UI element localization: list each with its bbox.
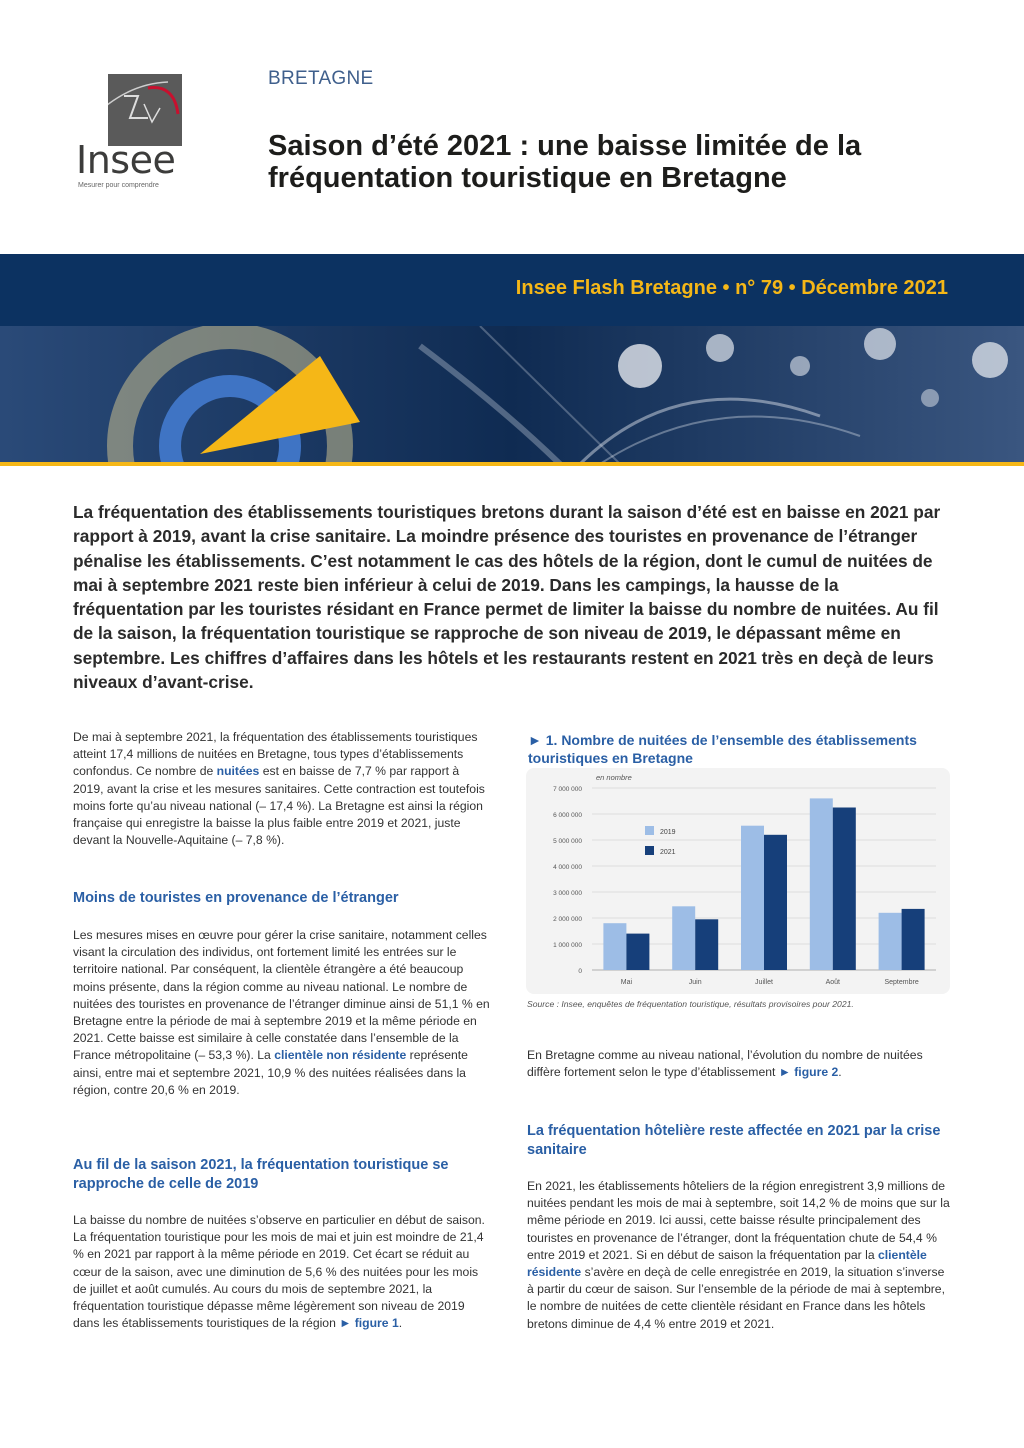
right-paragraph-2	[527, 1178, 951, 1333]
insee-logo-text: Insee	[76, 138, 176, 182]
figure-1-source: Source : Insee, enquêtes de fréquentation touristique, résultats provisoires pour 2021.	[527, 999, 854, 1009]
left-column	[73, 729, 493, 849]
x-tick-label: Mai	[620, 979, 633, 986]
left-paragraph-3	[73, 1212, 493, 1332]
figure-1-link[interactable]: ► figure 1	[339, 1316, 399, 1331]
text-span: De mai à septembre 2021, la fréquentation des établissements touristiques atteint 17,4 millions de nuitées en Bretagne, tous types d’établissements confondus. Ce nombre de	[73, 730, 478, 779]
y-tick-label: 5 000 000	[553, 838, 582, 845]
legend-swatch-2019	[645, 826, 654, 835]
y-tick-label: 3 000 000	[553, 890, 582, 897]
bar-2019-juin	[672, 906, 695, 970]
bar-chart	[526, 768, 950, 994]
nuitees-link[interactable]: nuitées	[216, 764, 260, 779]
clientele-residente-link[interactable]: clientèle résidente	[527, 1247, 927, 1280]
page-title: Saison d’été 2021 : une baisse limitée de la fréquentation touristique en Bretagne	[268, 130, 862, 194]
x-tick-label: Août	[825, 979, 841, 986]
legend-swatch-2021	[645, 846, 654, 855]
text-span: .	[398, 1316, 403, 1331]
insee-logo-mark	[108, 74, 182, 146]
x-tick-label: Juin	[688, 979, 702, 986]
y-tick-label: 4 000 000	[553, 864, 582, 871]
bar-2021-juin	[695, 919, 718, 970]
bar-2019-août	[810, 798, 833, 970]
text-span: est en baisse de 7,7 % par rapport à 2019, avant la crise et les mesures sanitaires. Cette contraction est toutefois moins forte qu’au niveau national (– 17,4 %). La Bretagne est ainsi la région française qui enregistre la baisse la plus faible entre 2019 et 2021, juste devant la Nouvelle-Aquitaine (– 7,8 %).	[73, 764, 485, 848]
text-span: .	[838, 1065, 842, 1080]
text-span: La baisse du nombre de nuitées s’observe en particulier en début de saison. La fréquentation touristique pour les mois de mai et juin est moindre de 21,4 % en 2021 par rapport à la même période en 2019. Cet écart se réduit au cœur de la saison, avec une diminution de 5,6 % des nuitées pour les mois de juillet et août cumulés. Au cours du mois de septembre 2021, la fréquentation touristique dépasse même légèrement son niveau de 2019 dans les établissements touristiques de la région	[73, 1213, 485, 1331]
text-span: s’avère en deçà de celle enregistrée en 2019, la situation s’inverse à partir du cœur de saison. Sur l’ensemble de la période de mai à septembre, le nombre de nuitées de cette clientèle résidant en France dans les hôtels bretons diminue de 4,4 % entre 2019 et 2021.	[527, 1265, 945, 1331]
intro-paragraph: La fréquentation des établissements touristiques bretons durant la saison d’été est en baisse en 2021 par rapport à 2019, avant la crise sanitaire. La moindre présence des touristes en provenance de l’étranger pénalise les établissements. C’est notamment le cas des hôtels de la région, dont le cumul de nuitées de mai à septembre 2021 reste bien inférieur à celui de 2019. Dans les campings, la hausse de la fréquentation par les touristes résidant en France permet de limiter la baisse du nombre de nuitées. Au fil de la saison, la fréquentation touristique se rapproche de son niveau de 2019, le dépassant même en septembre. Les chiffres d’affaires dans les hôtels et les restaurants restent en 2021 très en deçà de leurs niveaux d’avant-crise.	[73, 502, 941, 693]
figure-2-link[interactable]: ► figure 2	[778, 1065, 839, 1080]
figure-1-title	[528, 731, 948, 767]
legend-label: 2019	[660, 829, 676, 836]
right-paragraph-1	[527, 1047, 951, 1081]
bar-2021-mai	[626, 934, 649, 970]
bar-2019-mai	[603, 923, 626, 970]
y-tick-label: 2 000 000	[553, 916, 582, 923]
right-paragraph-1-block	[527, 1047, 951, 1081]
chart-unit-label: en nombre	[596, 773, 632, 782]
left-paragraph-1	[73, 729, 493, 849]
hero-stripe	[0, 462, 1024, 466]
insee-logo	[76, 72, 184, 192]
heading-foreign-tourists: Moins de touristes en provenance de l’étranger	[73, 890, 399, 906]
region-label: BRETAGNE	[268, 68, 374, 89]
left-paragraph-3-block	[73, 1212, 493, 1332]
heading-season-2021: Au fil de la saison 2021, la fréquentation touristique se rapproche de celle de 2019	[73, 1157, 449, 1192]
bar-2021-septembre	[902, 909, 925, 970]
y-tick-label: 7 000 000	[553, 786, 582, 793]
bar-2021-juillet	[764, 835, 787, 970]
publication-info: Insee Flash Bretagne • n° 79 • Décembre 2021	[515, 277, 948, 299]
legend-label: 2021	[660, 849, 676, 856]
text-span: Les mesures mises en œuvre pour gérer la crise sanitaire, notamment celles visant la circulation des individus, ont fortement limité les entrées sur le territoire national. Par conséquent, la clientèle étrangère a été beaucoup moins présente, dans la région comme au niveau national. Le nombre de nuitées des touristes en provenance de l’étranger diminue ainsi de 51,1 % en Bretagne entre la période de mai à septembre 2019 et la même période en 2021. Cette baisse est similaire à celle constatée dans l’ensemble de la France métropolitaine (– 53,3 %). La	[73, 928, 490, 1063]
left-paragraph-2	[73, 927, 493, 1099]
heading-hotel-frequentation: La fréquentation hôtelière reste affectée en 2021 par la crise sanitaire	[527, 1123, 941, 1158]
figure-1-title-text: 1. Nombre de nuitées de l’ensemble des établissements touristiques en Bretagne	[528, 732, 917, 766]
y-tick-label: 6 000 000	[553, 812, 582, 819]
insee-logo-tagline: Mesurer pour comprendre	[78, 182, 159, 189]
bar-2019-juillet	[741, 826, 764, 970]
bar-2019-septembre	[879, 913, 902, 970]
y-tick-label: 0	[578, 968, 582, 975]
x-tick-label: Septembre	[884, 979, 919, 986]
text-span: En Bretagne comme au niveau national, l’évolution du nombre de nuitées diffère fortement selon le type d’établissement	[527, 1048, 923, 1080]
bar-2021-août	[833, 808, 856, 971]
right-paragraph-2-block	[527, 1178, 951, 1333]
text-span: représente ainsi, entre mai et septembre 2021, 10,9 % des nuitées réalisées dans la région, contre 20,6 % en 2019.	[73, 1048, 468, 1097]
y-tick-label: 1 000 000	[553, 942, 582, 949]
hero-illustration	[0, 326, 1024, 464]
clientele-non-residente-link[interactable]: clientèle non résidente	[274, 1048, 407, 1063]
figure-arrow-icon: ►	[528, 732, 542, 748]
left-paragraph-2-block	[73, 927, 493, 1099]
text-span: En 2021, les établissements hôteliers de la région enregistrent 3,9 millions de nuitées pendant les mois de mai à septembre, soit 14,2 % de moins que sur la même période en 2019. Ici aussi, cette baisse résulte principalement des touristes en provenance de l’étranger, dont la fréquentation chute de 54,4 % entre 2019 et 2021. Si en début de saison la fréquentation par la	[527, 1179, 950, 1262]
x-tick-label: Juillet	[755, 979, 773, 986]
figure-1-chart-panel	[526, 768, 950, 994]
